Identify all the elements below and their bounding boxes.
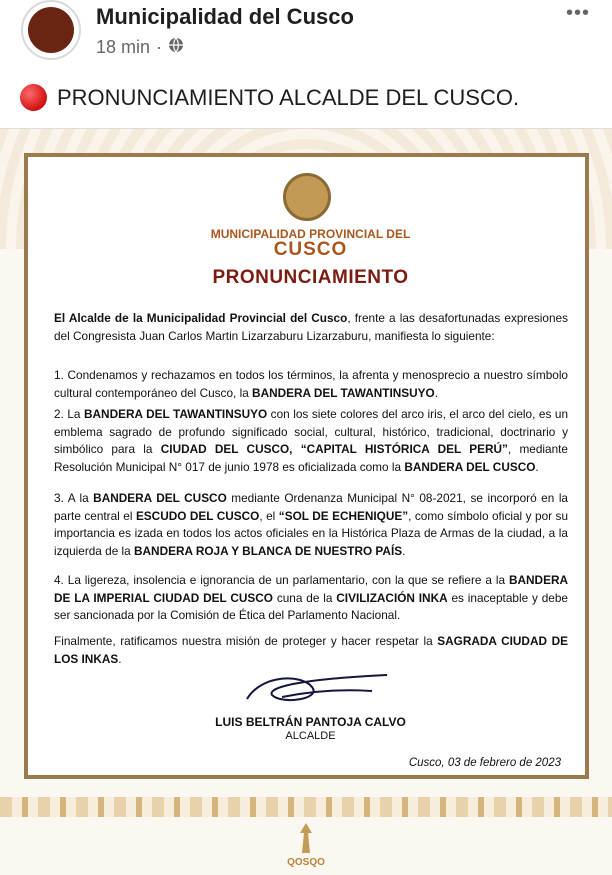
signer-name: LUIS BELTRÁN PANTOJA CALVO xyxy=(215,715,406,729)
p2-text-g: . xyxy=(535,459,539,474)
closing-bold-b: SAGRADA CIUDAD DE LOS INKAS xyxy=(54,634,568,666)
p3-text-a: 3. A la xyxy=(54,491,94,505)
intro-bold: El Alcalde de la Municipalidad Provincial del Cusco xyxy=(54,311,348,325)
statement-document xyxy=(24,153,589,779)
decorative-strip xyxy=(0,797,612,817)
post-image[interactable] xyxy=(0,128,612,875)
point-1 xyxy=(54,367,568,402)
p3-bold-d: ESCUDO DEL CUSCO xyxy=(135,508,260,523)
p3-bold-b: BANDERA DEL CUSCO xyxy=(93,491,227,505)
p4-bold-b: BANDERA DE LA IMPERIAL CIUDAD DEL CUSCO xyxy=(54,573,568,605)
p3-text-c: mediante Ordenanza Municipal N° 08-2021, se incorporó en la parte central el xyxy=(54,491,568,523)
p1-text-a: 1. Condenamos y rechazamos en todos los términos, la afrenta y menosprecio a nuestro símbolo cultural contemporáneo del Cusco, la xyxy=(54,368,568,400)
point-4 xyxy=(54,572,568,625)
p1-bold-b: BANDERA DEL TAWANTINSUYO xyxy=(252,385,435,400)
point-2 xyxy=(54,406,568,476)
p4-text-e: es inaceptable y debe ser sancionada por la Comisión de Ética del Parlamento Nacional. xyxy=(54,590,568,622)
closing-text-c: . xyxy=(118,651,122,666)
qosqo-logo-text: QOSQO xyxy=(287,857,325,868)
signer-role: ALCALDE xyxy=(285,730,336,742)
p2-text-a: 2. La xyxy=(54,407,85,421)
page-name-link[interactable]: Municipalidad del Cusco xyxy=(96,4,354,29)
point-3 xyxy=(54,490,568,560)
post-text xyxy=(20,84,519,111)
municipal-seal-icon xyxy=(283,173,331,221)
qosqo-logo-icon xyxy=(290,821,322,855)
document-date: Cusco, 03 de febrero de 2023 xyxy=(408,757,561,769)
intro-paragraph xyxy=(54,310,568,345)
intro-text: , frente a las desafortunadas expresiones del Congresista Juan Carlos Martin Lizarzaburu Lizarzaburu, manifiesta lo siguiente: xyxy=(54,311,568,343)
p1-text-c: . xyxy=(434,385,438,400)
p3-text-e: , el xyxy=(259,508,279,523)
red-circle-icon xyxy=(20,84,47,111)
page-avatar[interactable] xyxy=(21,0,81,60)
municipal-seal-logo xyxy=(28,7,74,53)
more-horizontal-icon[interactable]: ••• xyxy=(565,2,590,24)
globe-icon[interactable] xyxy=(168,37,184,58)
p4-bold-d: CIVILIZACIÓN INKA xyxy=(336,590,448,605)
post-header xyxy=(0,0,612,80)
document-title: PRONUNCIAMIENTO xyxy=(212,267,409,288)
closing-paragraph xyxy=(54,633,568,668)
p4-text-a: 4. La ligereza, insolencia e ignorancia de un parlamentario, con la que se refiere a la xyxy=(54,573,509,587)
p2-text-e: , mediante Resolución Municipal N° 017 de junio 1978 es oficializada como la xyxy=(54,442,568,474)
p3-bold-h: BANDERA ROJA Y BLANCA DE NUESTRO PAÍS xyxy=(134,543,403,558)
org-line-1: MUNICIPALIDAD PROVINCIAL DEL xyxy=(210,227,411,241)
p2-bold-b: BANDERA DEL TAWANTINSUYO xyxy=(84,407,268,421)
p2-bold-d: CIUDAD DEL CUSCO, “CAPITAL HISTÓRICA DEL PERÚ” xyxy=(160,442,508,456)
p2-text-c: con los siete colores del arco iris, el arco del cielo, es un emblema sagrado de profundo significado social, cultural, histórico, tradicional, doctrinario y simbólico para la xyxy=(54,407,569,456)
closing-text-a: Finalmente, ratificamos nuestra misión de proteger y hacer respetar la xyxy=(54,634,438,648)
post-meta xyxy=(96,37,184,58)
meta-separator: · xyxy=(156,37,163,57)
signature-scribble xyxy=(242,669,392,707)
p2-bold-f: BANDERA DEL CUSCO xyxy=(404,459,536,474)
post-text-content: PRONUNCIAMIENTO ALCALDE DEL CUSCO. xyxy=(57,84,520,110)
post-time[interactable]: 18 min xyxy=(96,37,151,57)
p3-text-g: , como símbolo oficial y por su importancia es izada en todos los actos oficiales en la Histórica Plaza de Armas de la ciudad, a la izquierda de la xyxy=(54,508,569,558)
p3-text-i: . xyxy=(402,543,406,558)
org-line-2: CUSCO xyxy=(273,239,348,260)
p3-bold-f: “SOL DE ECHENIQUE” xyxy=(278,508,409,523)
p4-text-c: cuna de la xyxy=(272,590,337,605)
